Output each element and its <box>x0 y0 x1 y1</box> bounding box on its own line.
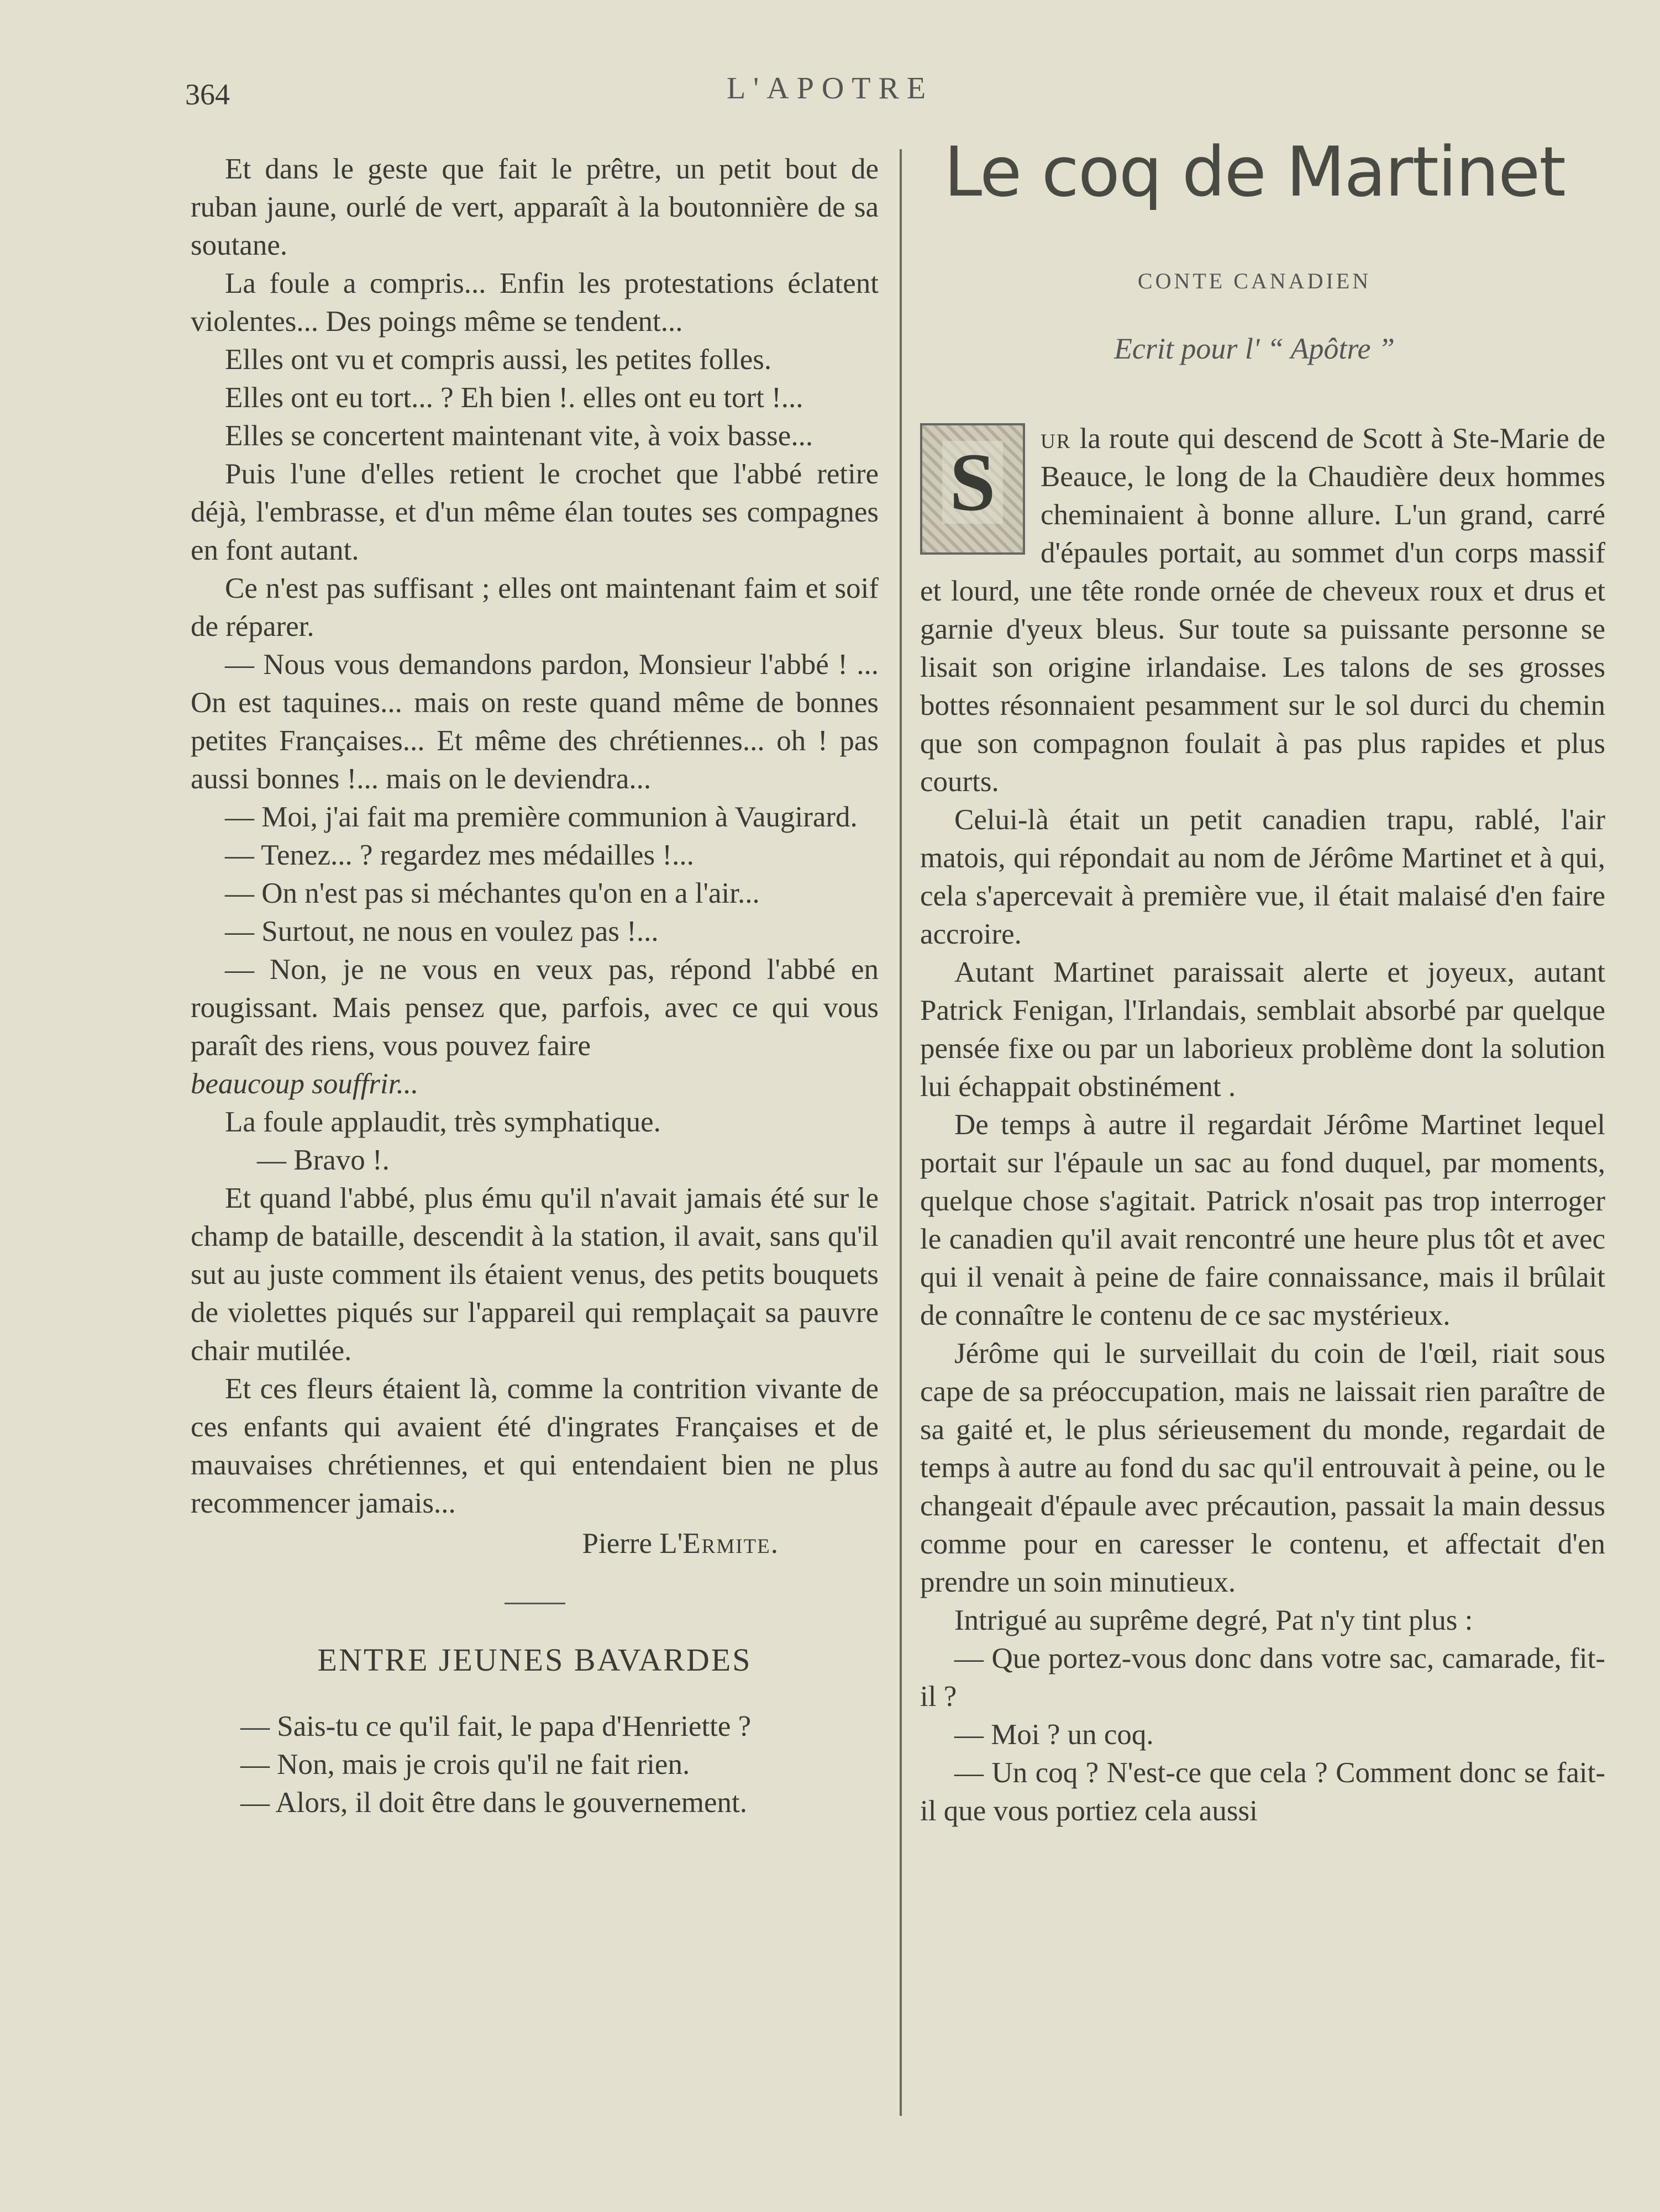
paragraph-text: la route qui descend de Scott à Ste-Marie de Beauce, le long de la Chaudière deux hommes cheminaient à bonne allure. L'un grand, carré d'épaules portait, au sommet d'un corps massif et lourd, une tête ronde ornée de cheveux roux et drus et garnie d'yeux bleus. Sur toute sa puissante personne se lisait son origine irlandaise. Les talons de ses grosses bottes résonnaient pesamment sur le sol durci du chemin que son compagnon foulait à pas plus rapides et plus courts. <box>920 423 1606 798</box>
paragraph: — Tenez... ? regardez mes médailles !... <box>225 839 694 871</box>
paragraph: Puis l'une d'elles retient le crochet que l'abbé retire déjà, l'embrasse, et d'un même élan toutes ses compagnes en font autant. <box>191 458 879 566</box>
running-head: L'APOTRE <box>726 71 934 106</box>
paragraph: La foule a compris... Enfin les protestations éclatent violentes... Des poings même se tendent... <box>191 267 879 338</box>
separator <box>505 1603 565 1604</box>
joke-heading: ENTRE JEUNES BAVARDES <box>317 1642 752 1678</box>
article-subtitle: CONTE CANADIEN <box>1137 268 1372 293</box>
paragraph: Ce n'est pas suffisant ; elles ont maintenant faim et soif de réparer. <box>191 572 879 642</box>
page-number: 364 <box>185 78 230 111</box>
paragraph: — Bravo !. <box>257 1144 390 1176</box>
signature-first: Pierre L' <box>582 1528 683 1560</box>
paragraph: De temps à autre il regardait Jérôme Martinet lequel portait sur l'épaule un sac au fond duquel, par moments, quelque chose s'agitait. Patrick n'osait pas trop interroger le canadien qu'il avait rencontré une heure plus tôt et avec qui il venait à peine de faire connaissance, mais il brûlait de connaître le contenu de ce sac mystérieux. <box>920 1109 1605 1331</box>
article-byline: Ecrit pour l' “ Apôtre ” <box>1113 332 1395 365</box>
left-column <box>191 150 879 1822</box>
paragraph: — Moi ? un coq. <box>954 1719 1154 1751</box>
column-rule <box>900 149 902 2116</box>
joke-line: — Non, mais je crois qu'il ne fait rien. <box>240 1748 690 1781</box>
drop-cap-letter: S <box>942 441 1003 524</box>
joke-line: — Sais-tu ce qu'il fait, le papa d'Henriette ? <box>240 1710 752 1742</box>
paragraph: Elles ont vu et compris aussi, les petites folles. <box>225 344 772 376</box>
paragraph <box>920 420 1605 801</box>
paragraph: Intrigué au suprême degré, Pat n'y tint plus : <box>954 1604 1473 1636</box>
article-title: Le coq de Martinet <box>944 133 1565 212</box>
paragraph: — Nous vous demandons pardon, Monsieur l'abbé ! ... On est taquines... mais on reste quand même de bonnes petites Françaises... Et même des chrétiennes... oh ! pas aussi bonnes !... mais on le deviendra... <box>191 649 879 795</box>
paragraph: Elles se concertent maintenant vite, à voix basse... <box>225 420 813 452</box>
paragraph: Jérôme qui le surveillait du coin de l'œil, riait sous cape de sa préoccupation, mais ne laissait rien paraître de sa gaité et, le plus sérieusement du monde, regardait de temps à autre au fond du sac qu'il entrouvait à peine, ou le changeait d'épaule avec précaution, passait la main dessus comme pour en caresser le contenu, et affectait d'en prendre un soin minutieux. <box>920 1337 1605 1598</box>
joke-line: — Alors, il doit être dans le gouvernement. <box>240 1787 747 1819</box>
paragraph: Et quand l'abbé, plus ému qu'il n'avait jamais été sur le champ de bataille, descendit à la station, il avait, sans qu'il sut au juste comment ils étaient venus, des petits bouquets de violettes piqués sur l'appareil qui remplaçait sa pauvre chair mutilée. <box>191 1182 879 1367</box>
paragraph: La foule applaudit, très symphatique. <box>225 1106 661 1138</box>
paragraph: — Que portez-vous donc dans votre sac, camarade, fit-il ? <box>920 1642 1605 1713</box>
signature-last: Ermite. <box>682 1528 779 1560</box>
first-word-rest: ur <box>1041 423 1071 455</box>
paragraph: Et dans le geste que fait le prêtre, un petit bout de ruban jaune, ourlé de vert, apparaît à la boutonnière de sa soutane. <box>191 153 879 261</box>
paragraph: Autant Martinet paraissait alerte et joyeux, autant Patrick Fenigan, l'Irlandais, semblait absorbé par quelque pensée fixe ou par un laborieux problème dont la solution lui échappait obstinément . <box>920 956 1605 1103</box>
paragraph: — Moi, j'ai fait ma première communion à Vaugirard. <box>225 801 858 833</box>
paragraph: Celui-là était un petit canadien trapu, rablé, l'air matois, qui répondait au nom de Jérôme Martinet et à qui, cela s'apercevait à première vue, il était malaisé d'en faire accroire. <box>920 804 1605 950</box>
italic-phrase: beaucoup souffrir... <box>191 1068 419 1100</box>
paragraph: — Non, je ne vous en veux pas, répond l'abbé en rougissant. Mais pensez que, parfois, avec ce qui vous paraît des riens, vous pouvez faire <box>191 954 879 1062</box>
paragraph: — Surtout, ne nous en voulez pas !... <box>225 915 659 947</box>
right-column <box>920 420 1605 1830</box>
paragraph: Elles ont eu tort... ? Eh bien !. elles ont eu tort !... <box>225 382 803 414</box>
paragraph: Et ces fleurs étaient là, comme la contrition vivante de ces enfants qui avaient été d'ingrates Françaises et de mauvaises chrétiennes, et qui entendaient bien ne plus recommencer jamais... <box>191 1373 879 1519</box>
signature <box>191 1525 879 1563</box>
joke-dialogue <box>191 1708 879 1822</box>
paragraph: — On n'est pas si méchantes qu'on en a l'air... <box>225 877 760 909</box>
drop-cap <box>920 423 1025 555</box>
paragraph: — Un coq ? N'est-ce que cela ? Comment donc se fait-il que vous portiez cela aussi <box>920 1757 1605 1827</box>
